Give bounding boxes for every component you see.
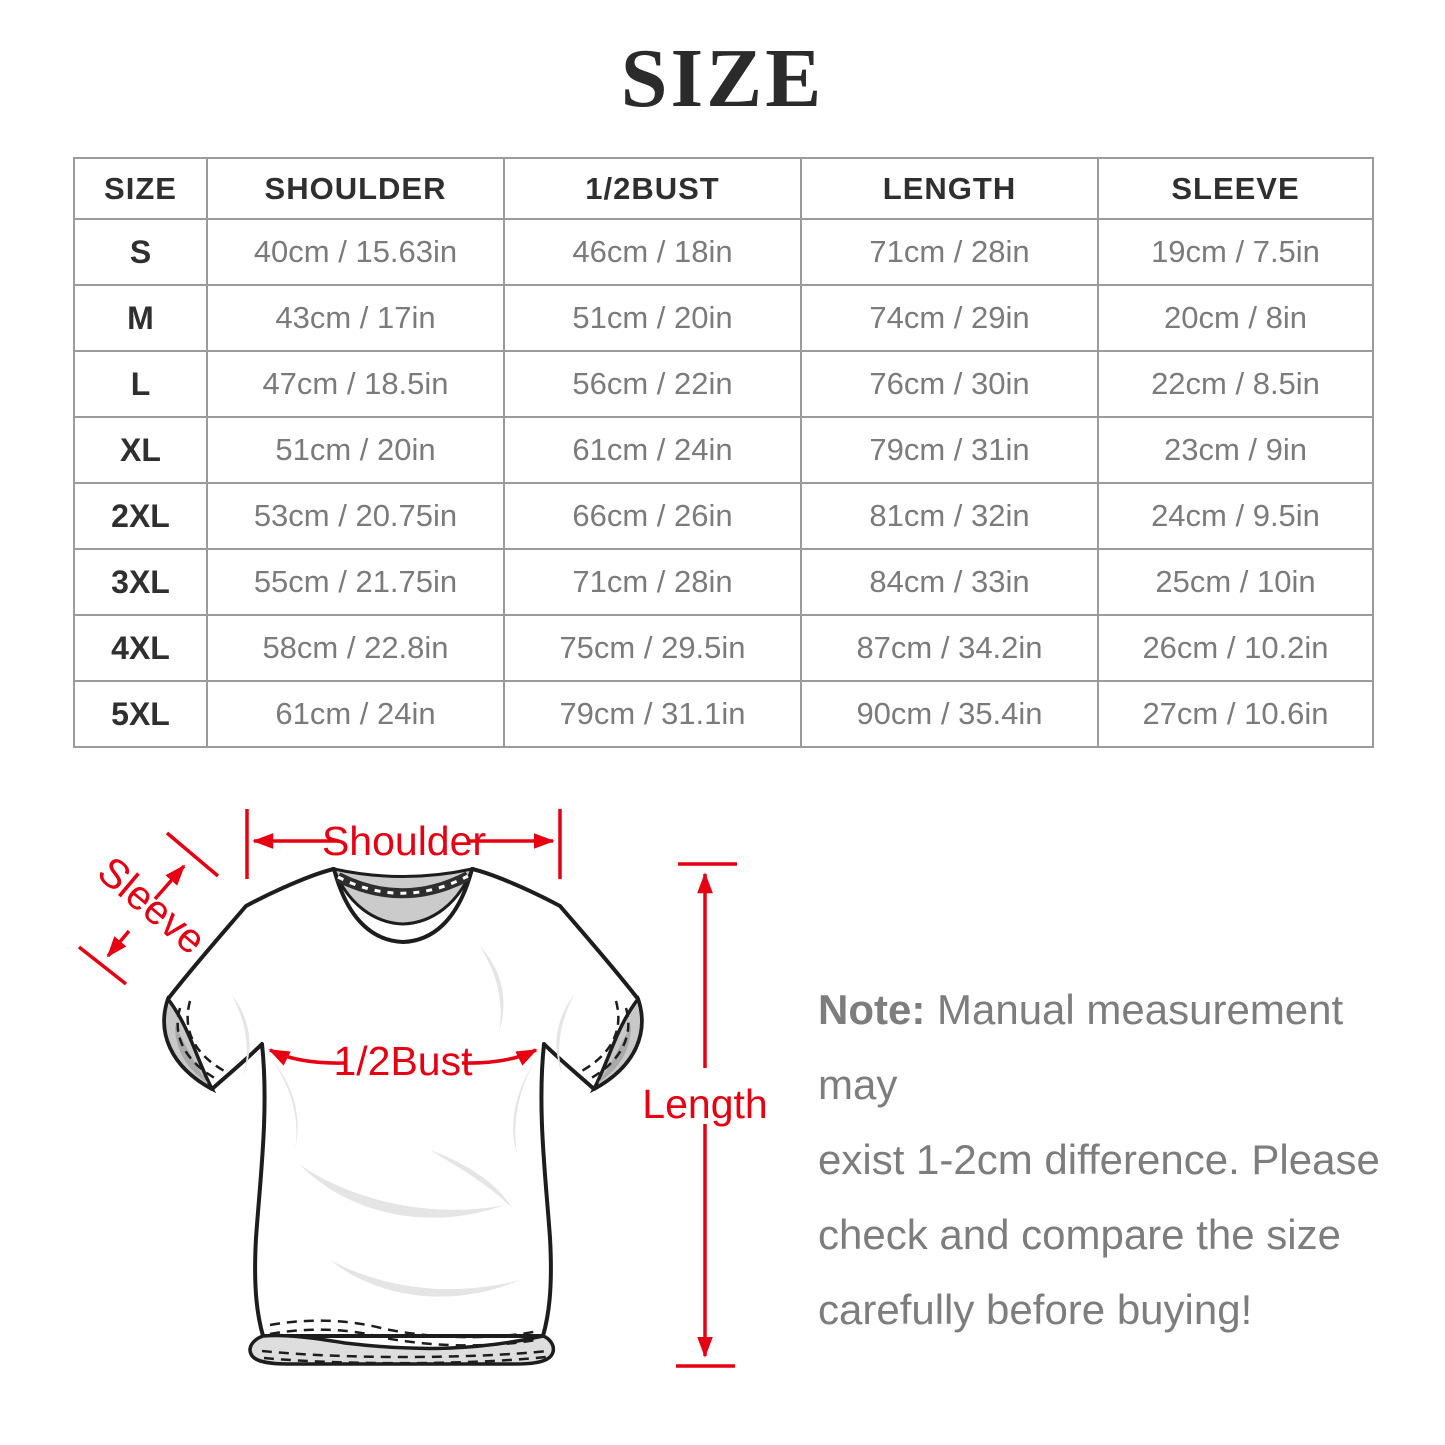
table-row-s [74, 219, 1373, 285]
measurement-cell: 79cm / 31.1in [504, 681, 801, 747]
measurement-cell: 22cm / 8.5in [1098, 351, 1373, 417]
measurement-cell: 56cm / 22in [504, 351, 801, 417]
measurement-cell: 61cm / 24in [207, 681, 504, 747]
measurement-cell: 46cm / 18in [504, 219, 801, 285]
size-cell: L [74, 351, 207, 417]
sleeve-arrow-down [108, 931, 129, 956]
column-header-length: LENGTH [801, 158, 1098, 219]
note-line: exist 1-2cm difference. Please [818, 1136, 1380, 1183]
measurement-cell: 76cm / 30in [801, 351, 1098, 417]
size-cell: XL [74, 417, 207, 483]
length-label: Length [642, 1081, 768, 1127]
table-row-xl [74, 417, 1373, 483]
measurement-cell: 51cm / 20in [207, 417, 504, 483]
size-cell: 5XL [74, 681, 207, 747]
measurement-cell: 23cm / 9in [1098, 417, 1373, 483]
column-header-size: SIZE [74, 158, 207, 219]
column-header-1-2bust: 1/2BUST [504, 158, 801, 219]
measurement-cell: 25cm / 10in [1098, 549, 1373, 615]
measurement-cell: 40cm / 15.63in [207, 219, 504, 285]
measurement-cell: 26cm / 10.2in [1098, 615, 1373, 681]
measurement-cell: 71cm / 28in [801, 219, 1098, 285]
measurement-cell: 84cm / 33in [801, 549, 1098, 615]
note-line: carefully before buying! [818, 1286, 1253, 1333]
shoulder-label: Shoulder [321, 818, 487, 864]
size-cell: 3XL [74, 549, 207, 615]
tshirt-measurement-diagram [0, 780, 800, 1445]
table-row-4xl [74, 615, 1373, 681]
length-annotation [642, 864, 767, 1366]
table-row-2xl [74, 483, 1373, 549]
measurement-cell: 71cm / 28in [504, 549, 801, 615]
measurement-cell: 47cm / 18.5in [207, 351, 504, 417]
size-cell: 4XL [74, 615, 207, 681]
table-row-3xl [74, 549, 1373, 615]
measurement-note [818, 972, 1393, 1347]
measurement-cell: 87cm / 34.2in [801, 615, 1098, 681]
measurement-cell: 75cm / 29.5in [504, 615, 801, 681]
table-row-5xl [74, 681, 1373, 747]
measurement-cell: 53cm / 20.75in [207, 483, 504, 549]
note-line: Note: Manual measurement may [818, 986, 1344, 1108]
measurement-cell: 61cm / 24in [504, 417, 801, 483]
measurement-cell: 90cm / 35.4in [801, 681, 1098, 747]
measurement-cell: 58cm / 22.8in [207, 615, 504, 681]
sleeve-cap-bottom [79, 947, 126, 984]
note-label: Note: [818, 986, 926, 1033]
tshirt-body [164, 869, 641, 1336]
note-line: check and compare the size [818, 1211, 1341, 1258]
sleeve-label: Sleeve [89, 847, 215, 964]
table-row-l [74, 351, 1373, 417]
measurement-cell: 81cm / 32in [801, 483, 1098, 549]
measurement-cell: 55cm / 21.75in [207, 549, 504, 615]
size-cell: 2XL [74, 483, 207, 549]
size-cell: S [74, 219, 207, 285]
tshirt-drawing [164, 869, 641, 1364]
measurement-cell: 43cm / 17in [207, 285, 504, 351]
header-row [74, 158, 1373, 219]
measurement-cell: 79cm / 31in [801, 417, 1098, 483]
measurement-cell: 27cm / 10.6in [1098, 681, 1373, 747]
shoulder-annotation [247, 809, 560, 879]
sleeve-cap-top [167, 833, 218, 876]
half-bust-label: 1/2Bust [333, 1038, 473, 1084]
column-header-sleeve: SLEEVE [1098, 158, 1373, 219]
size-cell: M [74, 285, 207, 351]
table-row-m [74, 285, 1373, 351]
measurement-cell: 74cm / 29in [801, 285, 1098, 351]
measurement-cell: 19cm / 7.5in [1098, 219, 1373, 285]
measurement-cell: 20cm / 8in [1098, 285, 1373, 351]
column-header-shoulder: SHOULDER [207, 158, 504, 219]
measurement-cell: 24cm / 9.5in [1098, 483, 1373, 549]
measurement-cell: 66cm / 26in [504, 483, 801, 549]
size-chart-body [74, 219, 1373, 747]
measurement-cell: 51cm / 20in [504, 285, 801, 351]
size-chart-header [74, 158, 1373, 219]
size-chart-table [73, 157, 1374, 748]
page-title: SIZE [620, 32, 825, 125]
